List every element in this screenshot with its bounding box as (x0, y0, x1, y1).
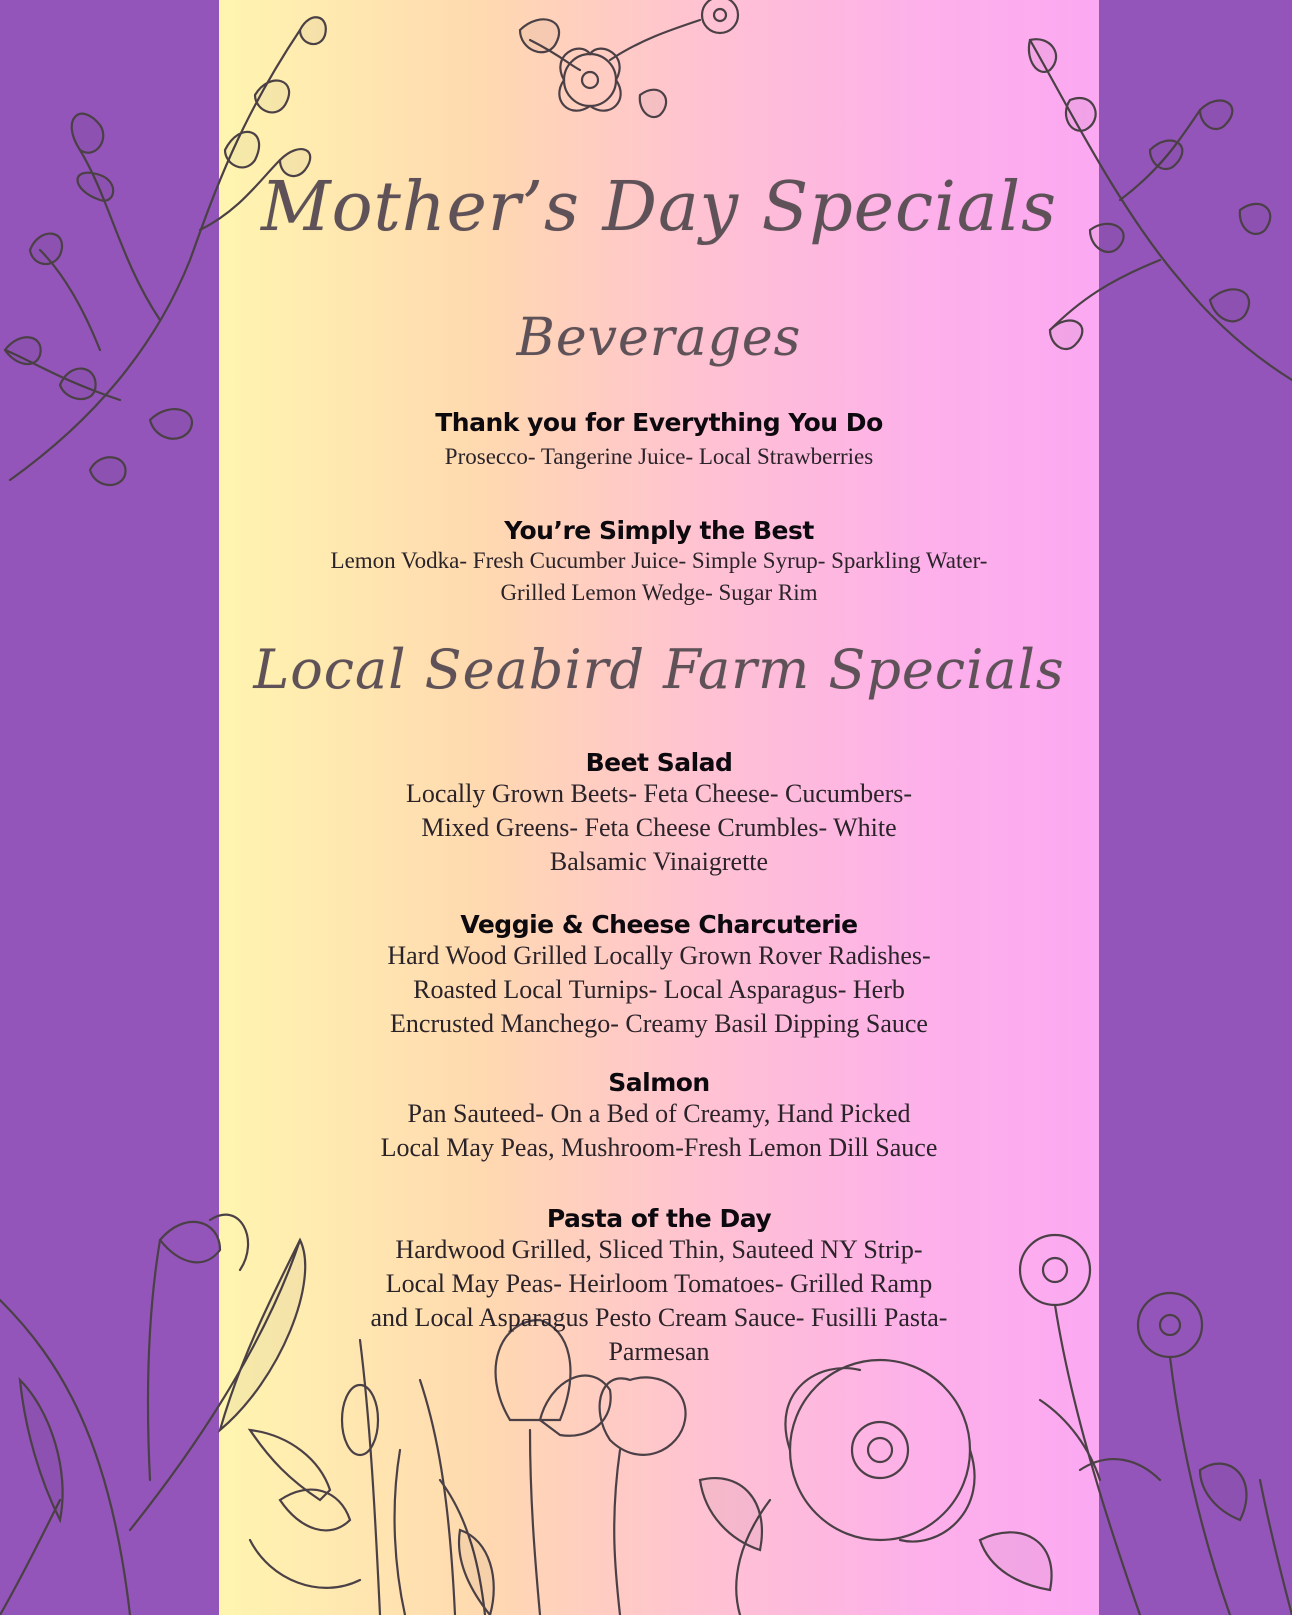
menu-item-name: Veggie & Cheese Charcuterie (460, 910, 858, 939)
menu-item-description-line: Hardwood Grilled, Sliced Thin, Sauteed NY Strip- (395, 1235, 923, 1264)
menu-item-name: Beet Salad (585, 748, 733, 777)
menu-item-description-line: Encrusted Manchego- Creamy Basil Dipping Sauce (390, 1009, 928, 1038)
page-title: Mother’s Day Specials (260, 168, 1058, 247)
menu-item-description-line: Lemon Vodka- Fresh Cucumber Juice- Simple Syrup- Sparkling Water- (330, 548, 988, 573)
menu-item-description-line: Mixed Greens- Feta Cheese Crumbles- White (421, 813, 897, 842)
menu-item-thank-you (219, 408, 1099, 473)
menu-item-description-line: Pan Sauteed- On a Bed of Creamy, Hand Picked (407, 1099, 911, 1128)
menu-item-description-line: Roasted Local Turnips- Local Asparagus- Herb (413, 975, 905, 1004)
flower-illustration-top (500, 0, 800, 130)
menu-item-name: Salmon (608, 1068, 710, 1097)
menu-item-description-line: Hard Wood Grilled Locally Grown Rover Radishes- (387, 941, 931, 970)
menu-item-description: Prosecco- Tangerine Juice- Local Strawberries (444, 444, 874, 469)
menu-item-beet-salad (219, 748, 1099, 879)
beverages-heading: Beverages (516, 308, 802, 368)
menu-item-salmon (219, 1068, 1099, 1165)
farm-specials-heading: Local Seabird Farm Specials (253, 638, 1065, 701)
menu-item-description-line: and Local Asparagus Pesto Cream Sauce- Fusilli Pasta- (370, 1303, 948, 1332)
menu-item-description-line: Grilled Lemon Wedge- Sugar Rim (500, 580, 818, 605)
menu-item-description-line: Locally Grown Beets- Feta Cheese- Cucumbers- (405, 779, 913, 808)
menu-item-name: Pasta of the Day (546, 1204, 772, 1233)
menu-item-description-line: Local May Peas, Mushroom-Fresh Lemon Dill Sauce (380, 1133, 938, 1162)
menu-item-description-line: Balsamic Vinaigrette (549, 847, 769, 876)
menu-item-charcuterie (219, 910, 1099, 1041)
menu-item-pasta (219, 1204, 1099, 1369)
menu-item-name: Thank you for Everything You Do (435, 408, 883, 437)
menu-item-description-line: Parmesan (608, 1337, 710, 1366)
menu-item-description-line: Local May Peas- Heirloom Tomatoes- Grilled Ramp (385, 1269, 933, 1298)
menu-item-simply-the-best (219, 516, 1099, 609)
menu-item-name: You’re Simply the Best (504, 516, 814, 545)
